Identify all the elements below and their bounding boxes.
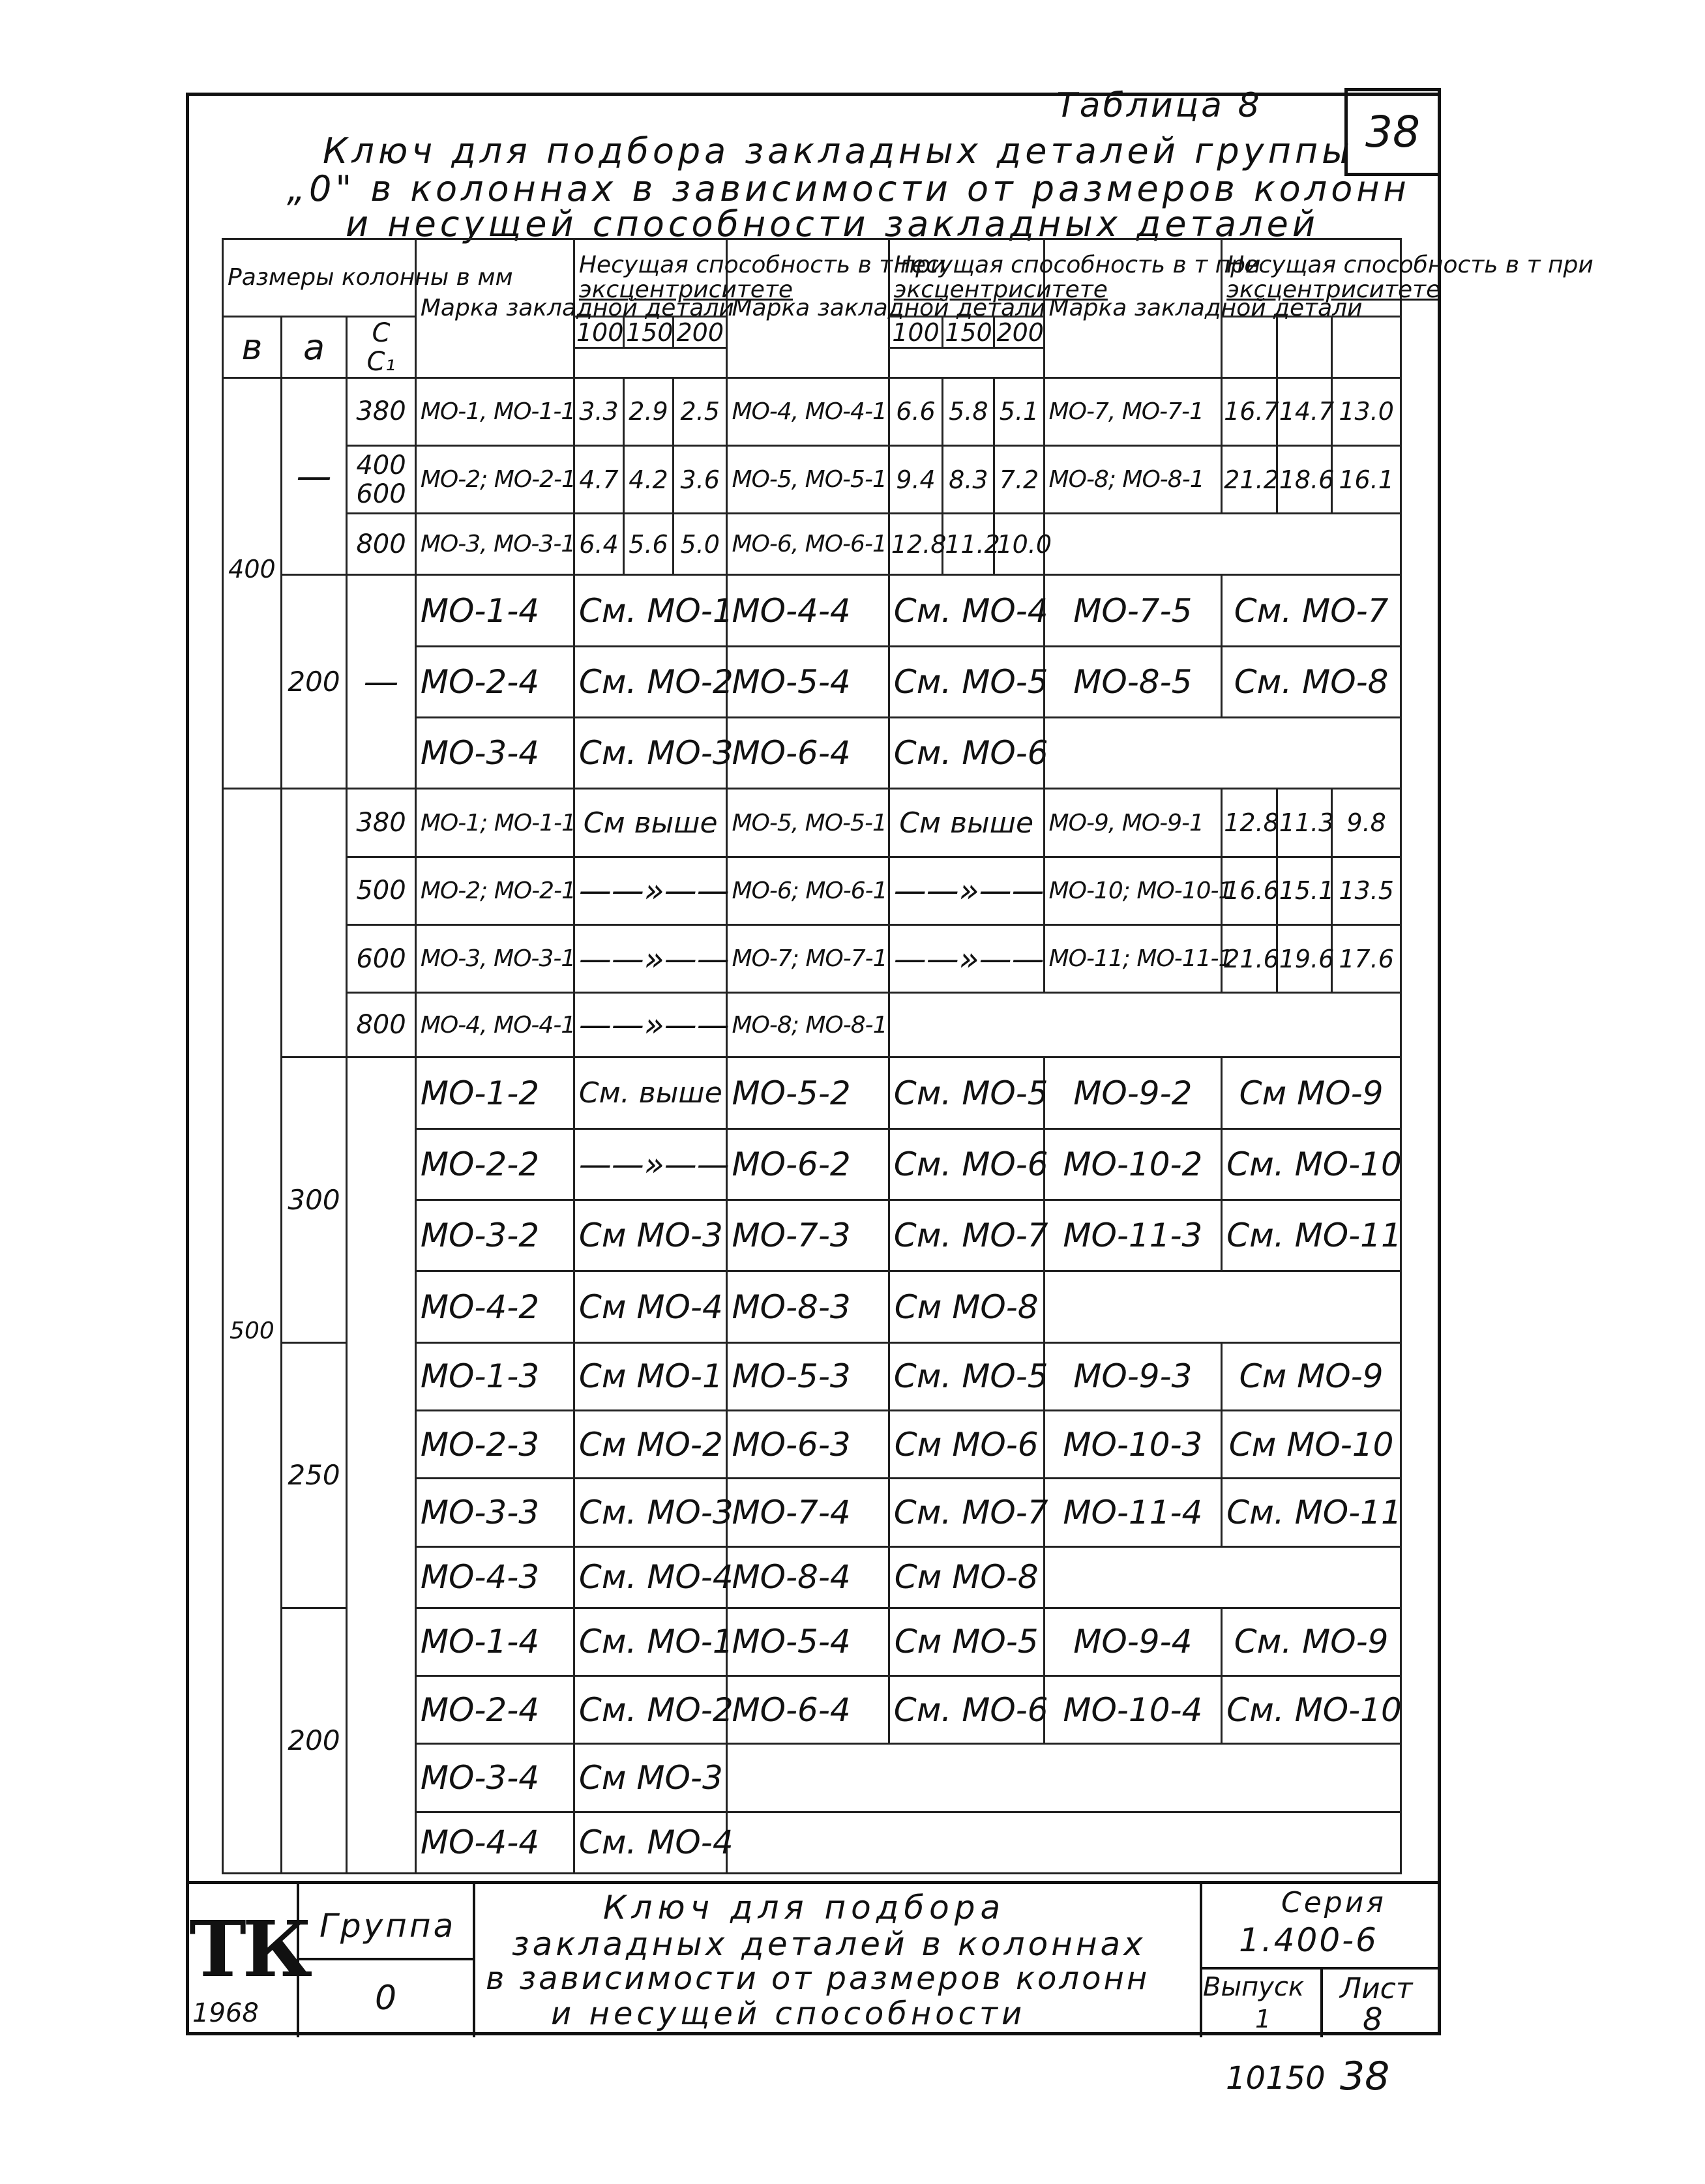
mark-cell: МО-1-2	[415, 1057, 574, 1129]
mark-cell: МО-5, МО-5-1	[727, 789, 889, 857]
see-reference: См. МО-10	[1222, 1129, 1401, 1200]
series-value: 1.400-6	[1239, 1921, 1378, 1959]
see-reference: См. МО-9	[1222, 1608, 1401, 1675]
mark-cell: МО-5-4	[727, 646, 889, 717]
mark-cell: МО-1-3	[415, 1342, 574, 1410]
capacity-cell: 4.2	[623, 445, 673, 513]
capacity-cell: 2.5	[674, 377, 727, 445]
capacity-cell: 8.3	[943, 445, 994, 513]
title-block	[186, 1881, 1441, 2037]
header-column-sizes: Размеры колонны в мм	[223, 239, 416, 317]
capacity-cell: 11.2	[943, 514, 994, 575]
capacity-cell: 12.8	[889, 514, 942, 575]
mark-cell: МО-11-3	[1044, 1200, 1222, 1271]
description-line-2: закладных деталей в колоннах	[512, 1925, 1146, 1963]
mark-cell: МО-6-4	[727, 1676, 889, 1744]
description-line-4: и несущей способности	[551, 1996, 1026, 2032]
see-reference: См. выше	[574, 1057, 727, 1129]
see-reference: См МО-3	[574, 1200, 727, 1271]
see-reference: См. МО-3	[574, 718, 727, 789]
see-reference: См. МО-4	[574, 1812, 727, 1873]
c-value: 800	[347, 514, 416, 575]
empty-cell	[1044, 514, 1401, 575]
see-reference: См. МО-2	[574, 1676, 727, 1744]
mark-cell: МО-5-4	[727, 1608, 889, 1675]
b-value-500: 500	[223, 789, 282, 1874]
mark-cell: МО-3-2	[415, 1200, 574, 1271]
mark-cell: МО-3, МО-3-1	[415, 514, 574, 575]
mark-cell: МО-2-4	[415, 1676, 574, 1744]
header-blank	[574, 348, 727, 378]
sheet-number-box	[1344, 88, 1441, 176]
mark-cell: МО-3-4	[415, 1744, 574, 1812]
ditto-mark: ——»——	[889, 857, 1044, 924]
see-reference: См МО-8	[889, 1546, 1044, 1608]
mark-cell: МО-1; МО-1-1	[415, 789, 574, 857]
c-value-dash: —	[347, 575, 416, 789]
stamp-number: 10150	[1226, 2060, 1326, 2097]
capacity-cell: 14.7	[1277, 377, 1332, 445]
mark-cell: МО-8; МО-8-1	[727, 993, 889, 1057]
mark-cell: МО-9-2	[1044, 1057, 1222, 1129]
organization-logo: ТК	[189, 1904, 309, 1994]
mark-cell: МО-3-3	[415, 1479, 574, 1546]
capacity-cell: 21.6	[1222, 924, 1277, 992]
see-reference: См МО-1	[574, 1342, 727, 1410]
see-reference: См МО-9	[1222, 1057, 1401, 1129]
mark-cell: МО-10-4	[1044, 1676, 1222, 1744]
see-reference: См МО-6	[889, 1411, 1044, 1479]
see-reference: См. МО-1	[574, 575, 727, 646]
capacity-cell: 4.7	[574, 445, 623, 513]
see-reference: См. МО-3	[574, 1479, 727, 1546]
capacity-cell: 10.0	[994, 514, 1044, 575]
header-mark-1: Марка закладной детали	[415, 239, 574, 378]
mark-cell: МО-2-4	[415, 646, 574, 717]
see-reference: См. МО-10	[1222, 1676, 1401, 1744]
ditto-mark: ——»——	[574, 924, 727, 992]
capacity-cell: 5.6	[623, 514, 673, 575]
mark-cell: МО-2-2	[415, 1129, 574, 1200]
see-reference: См. МО-7	[889, 1479, 1044, 1546]
capacity-cell: 11.3	[1277, 789, 1332, 857]
capacity-cell: 2.9	[623, 377, 673, 445]
capacity-cell: 3.6	[674, 445, 727, 513]
page-number: 38	[1340, 2054, 1390, 2099]
header-e100-1: 100	[574, 317, 623, 348]
see-reference: См выше	[889, 789, 1044, 857]
see-reference: См. МО-11	[1222, 1479, 1401, 1546]
series-label: Серия	[1281, 1886, 1386, 1919]
issue-label: Выпуск	[1203, 1972, 1304, 2002]
see-reference: См. МО-7	[1222, 575, 1401, 646]
see-reference: См. МО-4	[889, 575, 1044, 646]
see-reference: См. МО-6	[889, 1129, 1044, 1200]
see-reference: См. МО-5	[889, 1057, 1044, 1129]
mark-cell: МО-10-2	[1044, 1129, 1222, 1200]
mark-cell: МО-2; МО-2-1	[415, 445, 574, 513]
mark-cell: МО-11-4	[1044, 1479, 1222, 1546]
mark-cell: МО-4-4	[727, 575, 889, 646]
capacity-cell: 9.8	[1332, 789, 1401, 857]
description-line-3: в зависимости от размеров колонн	[486, 1960, 1150, 1997]
see-reference: См. МО-7	[889, 1200, 1044, 1271]
mark-cell: МО-6-2	[727, 1129, 889, 1200]
see-reference: См. МО-8	[1222, 646, 1401, 717]
see-reference: См МО-9	[1222, 1342, 1401, 1410]
capacity-cell: 12.8	[1222, 789, 1277, 857]
ditto-mark: ——»——	[889, 924, 1044, 992]
header-e200-2: 200	[994, 317, 1044, 348]
header-c: С С₁	[347, 317, 416, 377]
empty-cell	[727, 1812, 1401, 1873]
ditto-mark: ——»——	[574, 993, 727, 1057]
mark-cell: МО-5-2	[727, 1057, 889, 1129]
capacity-cell: 21.2	[1222, 445, 1277, 513]
issue-value: 1	[1255, 2005, 1271, 2033]
see-reference: См. МО-1	[574, 1608, 727, 1675]
see-reference: См. МО-4	[574, 1546, 727, 1608]
mark-cell: МО-2-3	[415, 1411, 574, 1479]
header-b: в	[223, 317, 282, 377]
header-capacity-1: Несущая способность в т при эксцентриситете	[574, 239, 727, 317]
capacity-cell: 5.8	[943, 377, 994, 445]
see-reference: См. МО-6	[889, 1676, 1044, 1744]
header-blank	[889, 348, 1044, 378]
capacity-cell: 16.1	[1332, 445, 1401, 513]
mark-cell: МО-1-4	[415, 575, 574, 646]
mark-cell: МО-8-5	[1044, 646, 1222, 717]
capacity-cell: 15.1	[1277, 857, 1332, 924]
c-value: 380	[347, 377, 416, 445]
mark-cell: МО-6-4	[727, 718, 889, 789]
group-value: 0	[375, 1979, 397, 2018]
mark-cell: МО-10-3	[1044, 1411, 1222, 1479]
a-value-dash: —	[281, 377, 346, 575]
c-value: 400 600	[347, 445, 416, 513]
mark-cell: МО-3-4	[415, 718, 574, 789]
header-mark-3: Марка закладной детали	[1044, 239, 1222, 378]
mark-cell: МО-9-4	[1044, 1608, 1222, 1675]
a-value-empty	[281, 789, 346, 1057]
c-value: 380	[347, 789, 416, 857]
see-reference: См МО-10	[1222, 1411, 1401, 1479]
empty-cell	[727, 1744, 1401, 1812]
header-blank	[1332, 317, 1401, 377]
c-value: 600	[347, 924, 416, 992]
mark-cell: МО-7, МО-7-1	[1044, 377, 1222, 445]
mark-cell: МО-5-3	[727, 1342, 889, 1410]
capacity-cell: 3.3	[574, 377, 623, 445]
mark-cell: МО-1-4	[415, 1608, 574, 1675]
title-line-2: „0" в колоннах в зависимости от размеров колонн	[287, 168, 1410, 209]
capacity-cell: 7.2	[994, 445, 1044, 513]
empty-cell	[1044, 1546, 1401, 1608]
capacity-cell: 18.6	[1277, 445, 1332, 513]
see-reference: См МО-5	[889, 1608, 1044, 1675]
c-value: 500	[347, 857, 416, 924]
c-value-empty	[347, 1057, 416, 1874]
header-e150-2: 150	[943, 317, 994, 348]
capacity-cell: 9.4	[889, 445, 942, 513]
capacity-cell: 6.4	[574, 514, 623, 575]
mark-cell: МО-1, МО-1-1	[415, 377, 574, 445]
sheet-value: 8	[1363, 2001, 1383, 2038]
capacity-cell: 5.1	[994, 377, 1044, 445]
mark-cell: МО-8-4	[727, 1546, 889, 1608]
mark-cell: МО-4, МО-4-1	[727, 377, 889, 445]
empty-cell	[1044, 718, 1401, 789]
mark-cell: МО-11; МО-11-1	[1044, 924, 1222, 992]
header-e200-1: 200	[674, 317, 727, 348]
capacity-cell: 16.6	[1222, 857, 1277, 924]
table-label: Таблица 8	[1056, 86, 1262, 125]
a-value-200: 200	[281, 575, 346, 789]
mark-cell: МО-5, МО-5-1	[727, 445, 889, 513]
mark-cell: МО-7; МО-7-1	[727, 924, 889, 992]
c-value: 800	[347, 993, 416, 1057]
see-reference: См. МО-6	[889, 718, 1044, 789]
see-reference: См выше	[574, 789, 727, 857]
capacity-cell: 6.6	[889, 377, 942, 445]
mark-cell: МО-4-4	[415, 1812, 574, 1873]
see-reference: См. МО-5	[889, 1342, 1044, 1410]
key-table	[222, 238, 1594, 1874]
a-value-200: 200	[281, 1608, 346, 1873]
see-reference: См МО-2	[574, 1411, 727, 1479]
mark-cell: МО-6; МО-6-1	[727, 857, 889, 924]
ditto-mark: ——»——	[574, 857, 727, 924]
capacity-cell: 17.6	[1332, 924, 1401, 992]
title-line-3: и несущей способности закладных деталей	[346, 203, 1319, 244]
mark-cell: МО-8-3	[727, 1271, 889, 1342]
mark-cell: МО-7-4	[727, 1479, 889, 1546]
ditto-mark: ——»——	[574, 1129, 727, 1200]
title-line-1: Ключ для подбора закладных деталей группы	[323, 130, 1354, 171]
header-mark-2: Марка закладной детали	[727, 239, 889, 378]
mark-cell: МО-10; МО-10-1	[1044, 857, 1222, 924]
see-reference: См МО-8	[889, 1271, 1044, 1342]
description-line-1: Ключ для подбора	[603, 1889, 1006, 1926]
mark-cell: МО-6-3	[727, 1411, 889, 1479]
see-reference: См МО-3	[574, 1744, 727, 1812]
sheet-label: Лист	[1340, 1972, 1413, 2005]
mark-cell: МО-2; МО-2-1	[415, 857, 574, 924]
empty-cell	[1044, 1271, 1401, 1342]
header-blank	[1222, 317, 1277, 377]
capacity-cell: 5.0	[674, 514, 727, 575]
capacity-cell: 13.5	[1332, 857, 1401, 924]
a-value-300: 300	[281, 1057, 346, 1342]
mark-cell: МО-7-3	[727, 1200, 889, 1271]
mark-cell: МО-8; МО-8-1	[1044, 445, 1222, 513]
capacity-cell: 13.0	[1332, 377, 1401, 445]
mark-cell: МО-6, МО-6-1	[727, 514, 889, 575]
mark-cell: МО-4-3	[415, 1546, 574, 1608]
mark-cell: МО-4, МО-4-1	[415, 993, 574, 1057]
see-reference: См МО-4	[574, 1271, 727, 1342]
sheet-number: 38	[1365, 107, 1420, 157]
mark-cell: МО-7-5	[1044, 575, 1222, 646]
mark-cell: МО-4-2	[415, 1271, 574, 1342]
capacity-cell: 19.6	[1277, 924, 1332, 992]
header-e150-1: 150	[623, 317, 673, 348]
mark-cell: МО-3, МО-3-1	[415, 924, 574, 992]
header-blank	[1277, 317, 1332, 377]
header-capacity-2: Несущая способность в т при эксцентриситете	[889, 239, 1044, 317]
see-reference: См. МО-5	[889, 646, 1044, 717]
mark-cell: МО-9-3	[1044, 1342, 1222, 1410]
header-a: а	[281, 317, 346, 377]
a-value-250: 250	[281, 1342, 346, 1608]
capacity-cell: 16.7	[1222, 377, 1277, 445]
b-value-400: 400	[223, 377, 282, 789]
header-capacity-3: Несущая способность в т при эксцентриситете	[1222, 239, 1401, 317]
see-reference: См. МО-2	[574, 646, 727, 717]
year: 1968	[192, 1998, 259, 2028]
group-label: Группа	[319, 1907, 456, 1945]
see-reference: См. МО-11	[1222, 1200, 1401, 1271]
header-e100-2: 100	[889, 317, 942, 348]
empty-cell	[889, 993, 1401, 1057]
mark-cell: МО-9, МО-9-1	[1044, 789, 1222, 857]
